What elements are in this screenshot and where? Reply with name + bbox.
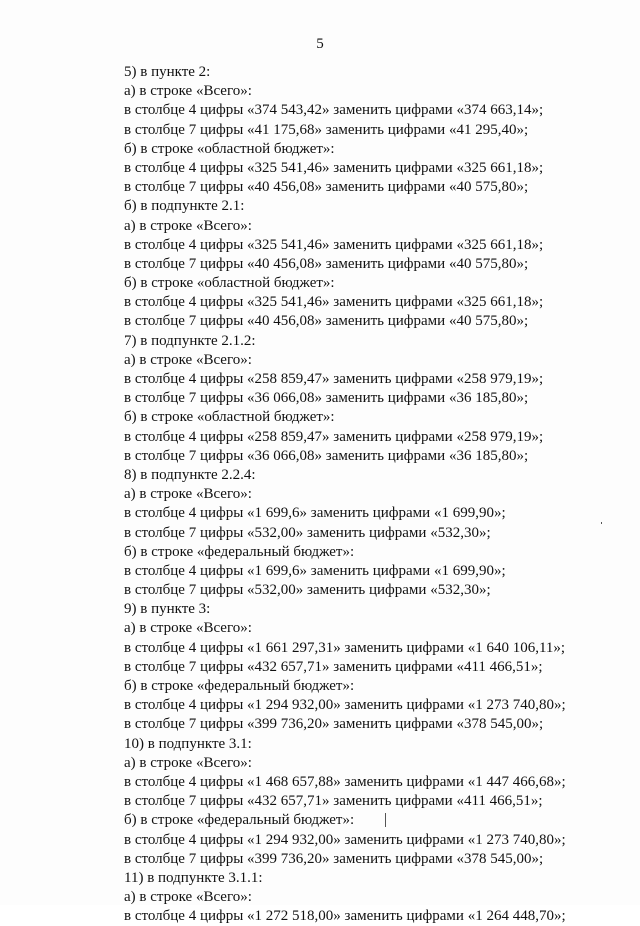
text-line: б) в строке «федеральный бюджет»: [124,812,355,829]
text-line: а) в строке «Всего»: [124,83,252,100]
text-line: 7) в подпункте 2.1.2: [124,332,256,349]
text-line: в столбце 4 цифры «1 468 657,88» заменить цифрами «1 447 466,68»; [124,773,566,790]
text-line: б) в подпункте 2.1: [124,198,245,215]
text-line: в столбце 7 цифры «41 175,68» заменить цифрами «41 295,40»; [124,121,529,138]
scan-mark [385,813,386,827]
document-body [124,63,604,926]
text-line: б) в строке «областной бюджет»: [124,275,335,292]
text-line: 11) в подпункте 3.1.1: [124,869,263,886]
text-line: в столбце 7 цифры «40 456,08» заменить цифрами «40 575,80»; [124,255,529,272]
text-line: в столбце 4 цифры «258 859,47» заменить цифрами «258 979,19»; [124,428,544,445]
text-line: б) в строке «областной бюджет»: [124,140,335,157]
text-line: б) в строке «областной бюджет»: [124,409,335,426]
text-line: в столбце 7 цифры «399 736,20» заменить цифрами «378 545,00»; [124,850,544,867]
page-number: 5 [316,36,324,52]
text-line: в столбце 4 цифры «1 294 932,00» заменить цифрами «1 273 740,80»; [124,831,566,848]
text-line: а) в строке «Всего»: [124,351,252,368]
text-line: 8) в подпункте 2.2.4: [124,466,256,483]
text-line: 10) в подпункте 3.1: [124,735,252,752]
text-line: 5) в пункте 2: [124,64,211,80]
text-line: б) в строке «федеральный бюджет»: [124,543,355,560]
text-line: в столбце 4 цифры «1 661 297,31» заменить цифрами «1 640 106,11»; [124,639,566,656]
text-line: в столбце 4 цифры «325 541,46» заменить цифрами «325 661,18»; [124,236,544,253]
text-line: в столбце 4 цифры «1 272 518,00» заменить цифрами «1 264 448,70»; [124,908,566,925]
text-line: в столбце 4 цифры «1 699,6» заменить цифрами «1 699,90»; [124,505,506,522]
scan-mark [601,522,602,524]
text-line: а) в строке «Всего»: [124,754,252,771]
text-line: а) в строке «Всего»: [124,620,252,637]
text-line: в столбце 7 цифры «36 066,08» заменить цифрами «36 185,80»; [124,447,529,464]
text-line: в столбце 4 цифры «1 699,6» заменить цифрами «1 699,90»; [124,562,506,579]
text-line: в столбце 7 цифры «40 456,08» заменить цифрами «40 575,80»; [124,179,529,196]
text-line: 9) в пункте 3: [124,601,211,618]
text-line: а) в строке «Всего»: [124,217,252,234]
text-line: а) в строке «Всего»: [124,889,252,906]
text-line: в столбце 7 цифры «36 066,08» заменить цифрами «36 185,80»; [124,390,529,407]
text-line: в столбце 7 цифры «532,00» заменить цифрами «532,30»; [124,524,491,541]
text-line: в столбце 4 цифры «258 859,47» заменить цифрами «258 979,19»; [124,371,544,387]
text-line: в столбце 4 цифры «1 294 932,00» заменить цифрами «1 273 740,80»; [124,697,566,714]
text-line: в столбце 4 цифры «325 541,46» заменить цифрами «325 661,18»; [124,159,544,176]
text-line: в столбце 4 цифры «325 541,46» заменить цифрами «325 661,18»; [124,294,544,311]
text-line: в столбце 7 цифры «532,00» заменить цифрами «532,30»; [124,582,491,599]
text-line: в столбце 4 цифры «374 543,42» заменить цифрами «374 663,14»; [124,102,544,119]
text-line: в столбце 7 цифры «399 736,20» заменить цифрами «378 545,00»; [124,716,544,733]
text-line: в столбце 7 цифры «40 456,08» заменить цифрами «40 575,80»; [124,313,529,330]
text-line: б) в строке «федеральный бюджет»: [124,678,355,694]
text-line: в столбце 7 цифры «432 657,71» заменить цифрами «411 466,51»; [124,658,543,675]
text-line: в столбце 7 цифры «432 657,71» заменить цифрами «411 466,51»; [124,793,543,810]
text-line: а) в строке «Всего»: [124,486,252,503]
